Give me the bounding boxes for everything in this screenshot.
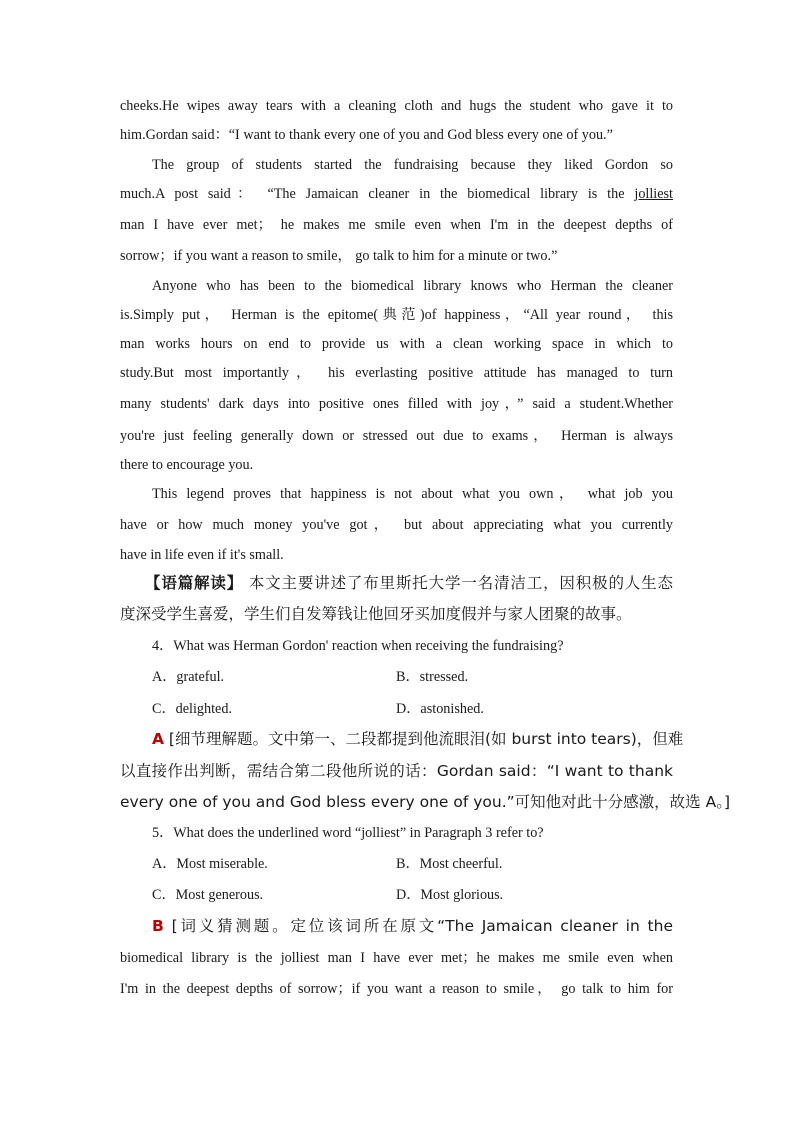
- option-d: D．astonished.: [396, 701, 484, 717]
- interpretation-label: 【语篇解读】: [145, 574, 244, 592]
- explanation-text: [词义猜测题。定位该词所在原文“The Jamaican cleaner in the: [163, 917, 673, 935]
- passage-line: man I have ever met； he makes me smile even when I'm in the deepest depths of: [120, 217, 673, 233]
- passage-text: much.A post said： “The Jamaican cleaner in the biomedical library is the: [120, 186, 635, 202]
- passage-line: him.Gordan said：“I want to thank every one of you and God bless every one of you.”: [120, 127, 613, 143]
- passage-line: [120, 184, 673, 204]
- passage-line: This legend proves that happiness is not about what you own， what job you: [152, 486, 673, 502]
- passage-line: The group of students started the fundraising because they liked Gordon so: [152, 157, 673, 173]
- explanation-line: [152, 916, 673, 936]
- passage-line: is.Simply put， Herman is the epitome(典范)of happiness，“All year round， this: [120, 307, 673, 323]
- interpretation-line: [145, 573, 673, 593]
- option-a: A．Most miserable.: [152, 856, 268, 872]
- option-d: D．Most glorious.: [396, 887, 504, 903]
- answer-label: A: [152, 730, 164, 748]
- option-b: B．Most cheerful.: [396, 856, 503, 872]
- passage-line: you're just feeling generally down or stressed out due to exams， Herman is always: [120, 428, 673, 444]
- option-c: C．Most generous.: [152, 887, 264, 903]
- explanation-line: I'm in the deepest depths of sorrow；if you want a reason to smile， go talk to him for: [120, 981, 673, 997]
- passage-line: have in life even if it's small.: [120, 547, 284, 563]
- question-stem: 5．What does the underlined word “jolliest” in Paragraph 3 refer to?: [152, 825, 544, 841]
- interpretation-line: 度深受学生喜爱，学生们自发筹钱让他回牙买加度假并与家人团聚的故事。: [120, 605, 632, 623]
- passage-line: man works hours on end to provide us with a clean working space in which to: [120, 336, 673, 352]
- answer-label: B: [152, 917, 164, 935]
- passage-line: sorrow；if you want a reason to smile， go talk to him for a minute or two.”: [120, 248, 558, 264]
- option-c: C．delighted.: [152, 701, 232, 717]
- passage-line: cheeks.He wipes away tears with a cleaning cloth and hugs the student who gave it to: [120, 98, 673, 114]
- explanation-text: [细节理解题。文中第一、二段都提到他流眼泪(如 burst into tears)，但难: [164, 730, 684, 748]
- option-b: B．stressed.: [396, 669, 469, 685]
- underlined-word: jolliest: [634, 186, 673, 202]
- passage-line: Anyone who has been to the biomedical library knows who Herman the cleaner: [152, 278, 673, 294]
- question-stem: 4．What was Herman Gordon' reaction when receiving the fundraising?: [152, 638, 564, 654]
- interpretation-text: 本文主要讲述了布里斯托大学一名清洁工，因积极的人生态: [243, 574, 673, 592]
- explanation-line: [152, 729, 684, 749]
- passage-line: study.But most importantly， his everlasting positive attitude has managed to turn: [120, 365, 673, 381]
- passage-line: have or how much money you've got， but about appreciating what you currently: [120, 517, 673, 533]
- passage-line: there to encourage you.: [120, 457, 254, 473]
- explanation-line: biomedical library is the jolliest man I have ever met；he makes me smile even when: [120, 950, 673, 966]
- explanation-line: 以直接作出判断，需结合第二段他所说的话：Gordan said：“I want to thank: [120, 762, 673, 780]
- option-a: A．grateful.: [152, 669, 225, 685]
- passage-line: many students' dark days into positive ones filled with joy，” said a student.Whether: [120, 396, 673, 412]
- explanation-line: every one of you and God bless every one of you.”可知他对此十分感激，故选 A。]: [120, 793, 730, 811]
